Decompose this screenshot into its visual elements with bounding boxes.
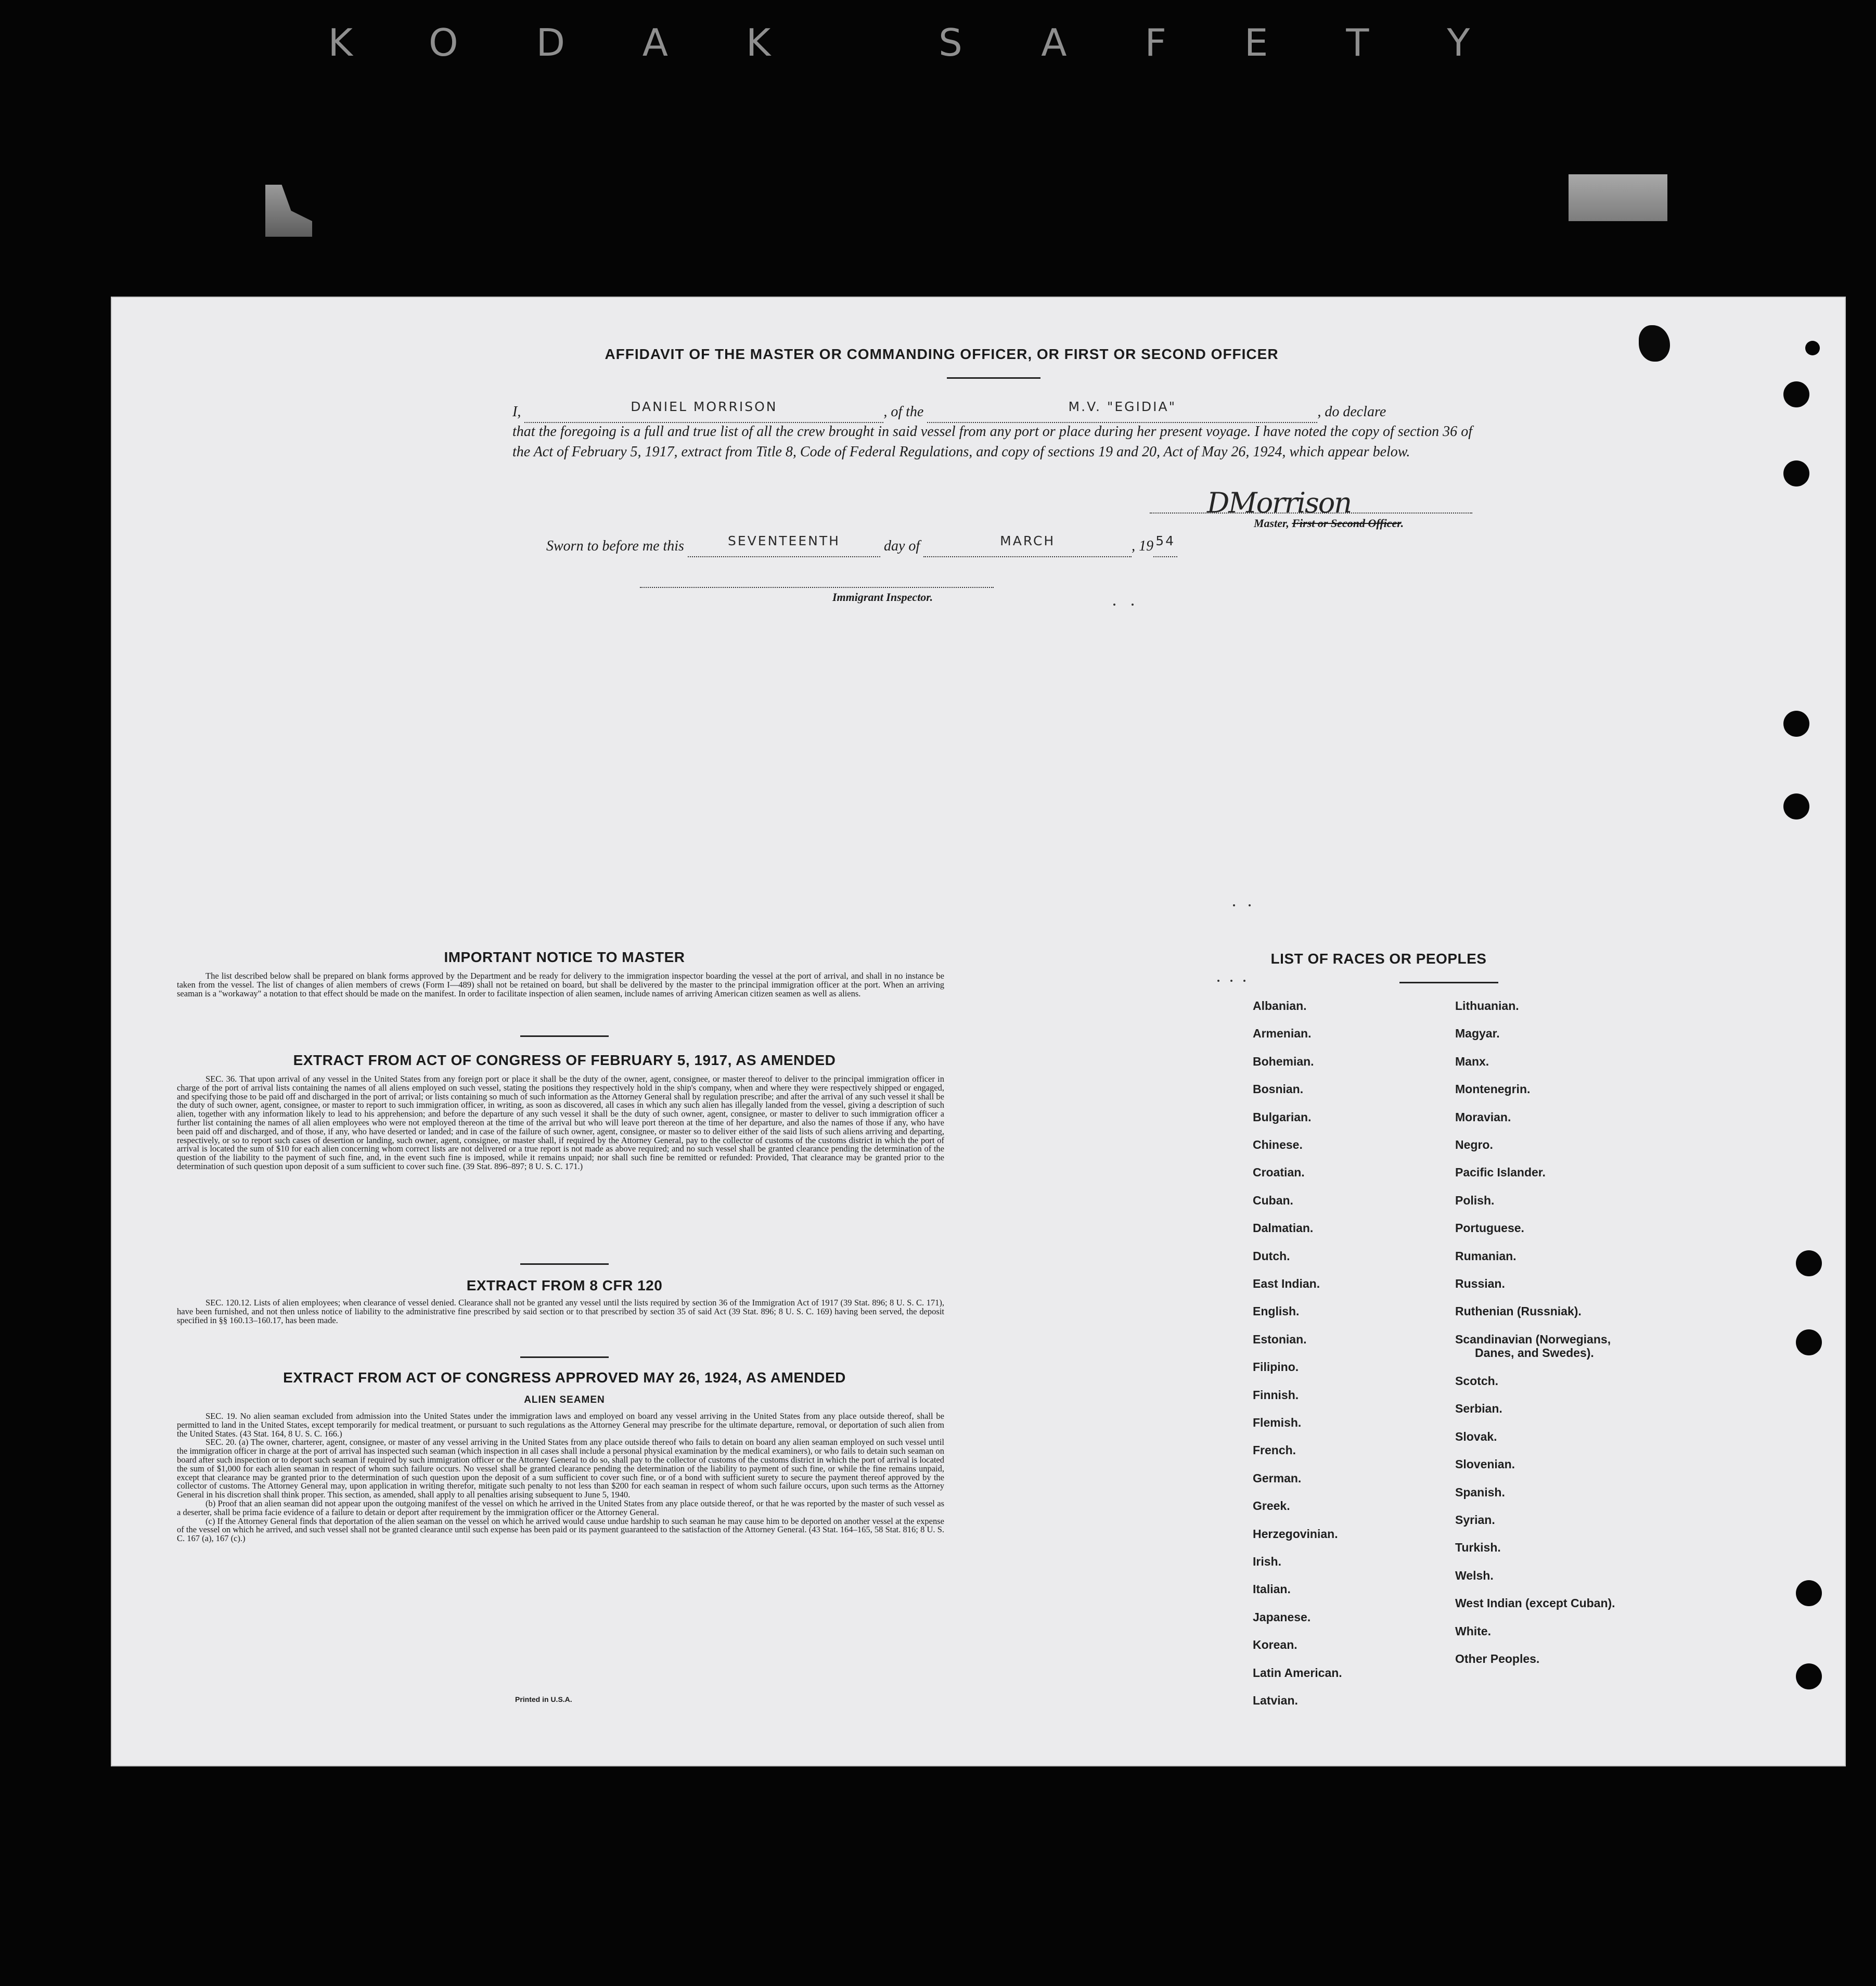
speck — [1243, 980, 1245, 982]
sec-19: SEC. 19. No alien seaman excluded from admission into the United States under the immigration laws and employed on board any vessel arriving in the United States from any place outside thereof, shall be permitted to land in the United States, except temporarily for medical treatment, or pursuant to such regulations as the Attorney General may prescribe for the ultimate departure, removal, or deportation of such alien from the United States. (43 Stat. 164, 8 U. S. C. 166.) — [177, 1411, 944, 1439]
race-item: Bohemian. — [1253, 1054, 1314, 1068]
race-item: Bosnian. — [1253, 1082, 1304, 1096]
race-item: Montenegrin. — [1455, 1082, 1531, 1096]
speck — [1113, 604, 1115, 606]
race-item: French. — [1253, 1443, 1296, 1457]
affidavit-body: that the foregoing is a full and true list of all the crew brought in said vessel from any port or place during her present voyage. I have noted the copy of section 36 of the Act of February 5, 1917, extract from Title 8, Code of Federal Regulations, and copy of sections 19 and 20, Act of May 26, 1924, which appear below. — [512, 424, 1472, 460]
race-item: Ruthenian (Russniak). — [1455, 1304, 1582, 1318]
race-item: Scandinavian (Norwegians, — [1455, 1332, 1611, 1346]
sec-20c: (c) If the Attorney General finds that deportation of the alien seaman on the vessel on which he arrived would cause undue hardship to such seaman he may cause him to be deported on another vessel at the expense of the vessel on which he arrived, and such vessel shall not be granted clearance until such expense has been paid or its payment guaranteed to the satisfaction of the Attorney General. (43 Stat. 164–165, 58 Stat. 816; 8 U. S. C. 167 (a), 167 (c).) — [177, 1516, 944, 1544]
punch-hole — [1796, 1663, 1822, 1689]
sworn-year: 54 — [1155, 533, 1176, 548]
of-the-label: , of the — [883, 404, 924, 420]
inspector-label: Immigrant Inspector. — [832, 591, 933, 604]
signature-line — [1150, 512, 1472, 514]
i-prefix: I, — [512, 404, 521, 420]
race-item: Italian. — [1253, 1582, 1291, 1596]
punch-hole — [1783, 711, 1809, 737]
extract-1924-title: EXTRACT FROM ACT OF CONGRESS APPROVED MAY 26, 1924, AS AMENDED — [283, 1369, 846, 1386]
film-artifact-left — [265, 185, 312, 237]
race-item: Flemish. — [1253, 1416, 1302, 1429]
race-item: Herzegovinian. — [1253, 1527, 1338, 1541]
race-item: English. — [1253, 1304, 1300, 1318]
notice-title: IMPORTANT NOTICE TO MASTER — [444, 949, 685, 965]
race-item: Rumanian. — [1455, 1249, 1517, 1263]
vessel-name: M.V. "EGIDIA" — [1068, 399, 1177, 414]
race-item: East Indian. — [1253, 1277, 1320, 1290]
punch-hole — [1805, 341, 1820, 355]
race-item: Irish. — [1253, 1555, 1281, 1568]
race-item: Dutch. — [1253, 1249, 1290, 1263]
extract-cfr-text: SEC. 120.12. Lists of alien employees; when clearance of vessel denied. Clearance shall not be granted any vessel until the lists required by section 36 of the Immigration Act of 1917 (39 Stat. 896; 8 U. S. C. 171), have been furnished, and not then unless notice of liability to the administrative fine prescribed by said section or to that prescribed by section 35 of said Act (39 Stat. 896; 8 U. S. C. 169) having been served, the deposit specified in §§ 160.13–160.17, has been made. — [177, 1298, 944, 1325]
extract-1917-text: SEC. 36. That upon arrival of any vessel in the United States from any foreign port or place it shall be the duty of the owner, agent, consignee, or master thereof to deliver to the principal immigration officer in charge of the port of arrival lists containing the names of all aliens employed on such vessel, stating the positions they respectively hold in the ship's company, when and where they were respectively shipped or engaged, and specifying those to be paid off and discharged in the port of arrival; or lists containing so much of such information as the Attorney General shall by regulation prescribe; and after the arrival of any such vessel it shall be the duty of such owner, agent, consignee, or master to report to such immigration officer, in writing, as soon as discovered, all cases in which any such alien has illegally landed from the vessel, giving a description of such alien, together with any information likely to lead to his apprehension; and before the departure of any such vessel it shall be the duty of such owner, agent, consignee, or master to deliver to such immigration officer a further list containing the names of all alien employees who were not employed thereon at the time of the arrival but who will leave port thereon at the time of her departure, and also the names of those if any, who have been paid off and discharged, and of those, if any, who have deserted or landed; and in case of the failure of such owner, agent, consignee, or master so to deliver either of the said lists of such aliens arriving and departing, respectively, or so to report such cases of desertion or landing, such owner, agent, consignee, or master shall, if required by the Attorney General, pay to the collector of customs of the customs district in which the port of arrival is located the sum of $10 for each alien concerning whom correct lists are not delivered or a true report is not made as above required; and no such vessel shall be granted clearance pending the determination of the question of the liability to the payment of such fine, and, in the event such fine is imposed, while it remains unpaid; nor shall such fine be remitted or refunded: Provided, That clearance may be granted prior to the determination of such question upon deposit of a sum sufficient to cover such fine. (39 Stat. 896–897; 8 U. S. C. 171.) — [177, 1074, 944, 1171]
master-signature: DMorrison — [1207, 486, 1351, 519]
race-item: Negro. — [1455, 1138, 1493, 1151]
affidavit-declaration-line — [512, 399, 1470, 423]
master-name: DANIEL MORRISON — [631, 399, 778, 414]
race-item: Japanese. — [1253, 1610, 1311, 1624]
section-rule — [520, 1263, 609, 1265]
year-prefix: , 19 — [1132, 538, 1154, 554]
extract-1924-text — [177, 1412, 944, 1543]
section-rule — [520, 1356, 609, 1358]
speck — [1230, 980, 1232, 982]
race-item: German. — [1253, 1471, 1302, 1485]
punch-hole — [1796, 1329, 1822, 1355]
title-rule — [947, 377, 1040, 379]
sworn-line — [546, 533, 1504, 557]
race-item: Pacific Islander. — [1455, 1165, 1546, 1180]
speck — [1217, 980, 1219, 982]
alien-seamen-subtitle: ALIEN SEAMEN — [524, 1394, 605, 1405]
punch-hole — [1783, 793, 1809, 819]
race-item: Serbian. — [1455, 1402, 1502, 1416]
race-item: Latin American. — [1253, 1665, 1342, 1680]
races-title: LIST OF RACES OR PEOPLES — [1270, 951, 1487, 967]
race-item: Greek. — [1253, 1499, 1290, 1513]
race-item: Manx. — [1455, 1054, 1489, 1068]
sworn-prefix: Sworn to before me this — [546, 538, 684, 554]
signature-label: Master, First or Second Officer. — [1254, 517, 1404, 530]
sworn-month: MARCH — [1000, 533, 1056, 548]
race-item: Korean. — [1253, 1638, 1297, 1652]
film-artifact-right — [1569, 174, 1667, 221]
punch-hole — [1783, 460, 1809, 486]
struck-officer-label: First or Second Officer — [1292, 517, 1401, 530]
race-item: Scotch. — [1455, 1374, 1499, 1388]
race-item: Spanish. — [1455, 1485, 1505, 1499]
inspector-signature-line — [640, 587, 994, 588]
punch-hole — [1796, 1580, 1822, 1606]
speck — [1233, 904, 1235, 906]
master-label: Master, — [1254, 517, 1289, 530]
race-item: Moravian. — [1455, 1110, 1511, 1124]
race-item: Dalmatian. — [1253, 1221, 1314, 1235]
film-edge-marking: KODAK SAFETY — [328, 21, 1548, 65]
races-rule — [1399, 982, 1498, 983]
speck — [1249, 904, 1251, 906]
race-item: Portuguese. — [1455, 1221, 1524, 1235]
punch-hole — [1796, 1250, 1822, 1276]
extract-1917-title: EXTRACT FROM ACT OF CONGRESS OF FEBRUARY 5, 1917, AS AMENDED — [293, 1052, 836, 1068]
race-item: Latvian. — [1253, 1694, 1298, 1707]
sec-20b: (b) Proof that an alien seaman did not appear upon the outgoing manifest of the vessel on which he arrived in the United States from any place outside thereof, or that he was reported by the master of such vessel as a deserter, shall be prima facie evidence of a failure to detain or deport after requirement by the immigration officer or the Attorney General. — [177, 1498, 944, 1517]
race-item: Chinese. — [1253, 1138, 1303, 1151]
race-item: Armenian. — [1253, 1027, 1312, 1041]
race-item: Lithuanian. — [1455, 999, 1519, 1013]
race-item: Filipino. — [1253, 1360, 1299, 1374]
do-declare-label: , do declare — [1317, 404, 1386, 420]
punch-hole — [1783, 381, 1809, 407]
race-item: Syrian. — [1455, 1513, 1495, 1527]
race-item: Cuban. — [1253, 1193, 1293, 1207]
race-item: Danes, and Swedes). — [1475, 1346, 1594, 1360]
section-rule — [520, 1035, 609, 1037]
document-page — [111, 297, 1846, 1766]
notice-text: The list described below shall be prepared on blank forms approved by the Department and be ready for delivery to the immigration inspector boarding the vessel at the port of arrival, and shall in no instance be taken from the vessel. The list of changes of alien members of crews (Form I—489) shall not be retained on board, but shall be delivered by the master to the principal immigration officer at the port. When an arriving seaman is a "workaway" a notation to that effect should be made on the manifest. In order to facilitate inspection of alien seamen, include names of arriving American citizen seamen as well as aliens. — [177, 971, 944, 998]
extract-cfr-title: EXTRACT FROM 8 CFR 120 — [466, 1277, 663, 1293]
race-item: Polish. — [1455, 1193, 1495, 1207]
race-item: Finnish. — [1253, 1388, 1299, 1402]
sec-20a: SEC. 20. (a) The owner, charterer, agent, consignee, or master of any vessel arriving in the United States from any place outside thereof who fails to detain on board any alien seaman employed on such vessel until the immigration officer in charge at the port of arrival has inspected such seaman (which inspection in all cases shall include a personal physical examination by the medical examiners), or who fails to detain such seaman on board after such inspection or to deport such seaman if required by such immigration officer or the Attorney General to do so, shall pay to the collector of customs of the customs district in which the port of arrival is located the sum of $1,000 for each alien seaman in respect of whom such failure occurs. No vessel shall be granted clearance pending the determination of the liability to payment of such fine, or while the fine remains unpaid, except that clearance may be granted prior to the determination of such question upon the deposit of a sum sufficient to cover such fine, or of a bond with sufficient surety to secure the payment thereof approved by the collector of customs. The Attorney General may, upon application in writing therefor, mitigate such penalty to not less than $200 for each seaman in respect of whom such failure occurs, upon such terms as the Attorney General in his discretion shall think proper. This section, as amended, shall apply to all penalties arising subsequent to June 5, 1940. — [177, 1437, 944, 1500]
race-item: Turkish. — [1455, 1541, 1501, 1555]
affidavit-title: AFFIDAVIT OF THE MASTER OR COMMANDING OFFICER, OR FIRST OR SECOND OFFICER — [605, 346, 1279, 362]
race-item: Welsh. — [1455, 1568, 1494, 1582]
race-item: Magyar. — [1455, 1027, 1500, 1041]
race-item: Estonian. — [1253, 1332, 1307, 1346]
printed-in-usa: Printed in U.S.A. — [515, 1695, 572, 1703]
speck — [1132, 604, 1134, 606]
race-item: Russian. — [1455, 1277, 1505, 1290]
race-item: White. — [1455, 1624, 1491, 1638]
race-item: Bulgarian. — [1253, 1110, 1312, 1124]
race-item: Croatian. — [1253, 1165, 1305, 1180]
race-item: Slovak. — [1455, 1429, 1497, 1443]
sworn-day: SEVENTEENTH — [728, 533, 840, 548]
race-item: Other Peoples. — [1455, 1651, 1540, 1665]
day-of-label: day of — [883, 538, 920, 554]
race-item: Slovenian. — [1455, 1457, 1515, 1471]
race-item: West Indian (except Cuban). — [1455, 1596, 1615, 1610]
race-item: Albanian. — [1253, 999, 1307, 1013]
